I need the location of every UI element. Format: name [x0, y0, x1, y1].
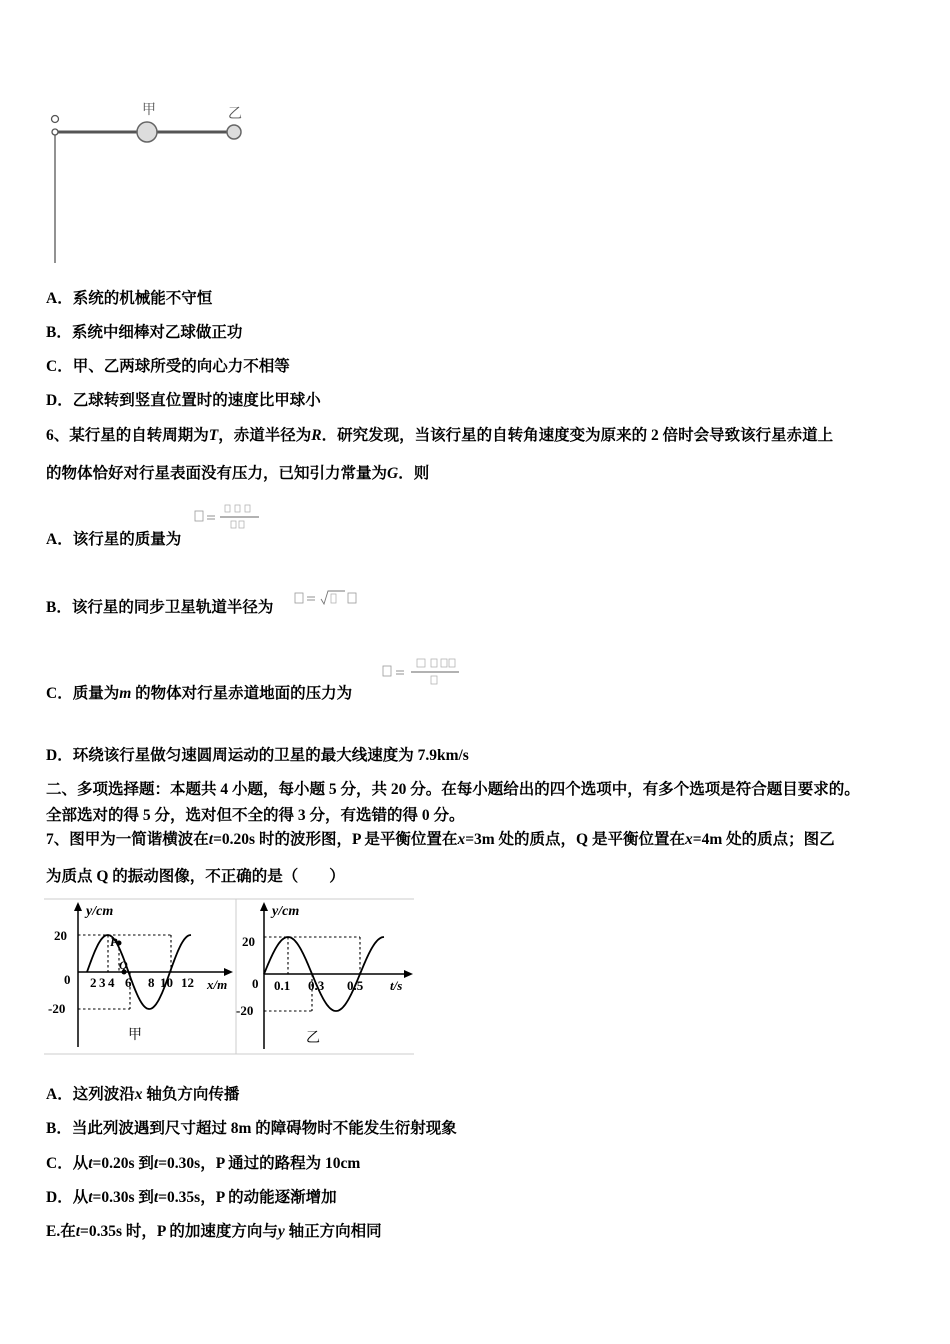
q7-stem-line2: 为质点 Q 的振动图像，不正确的是（ ）: [46, 868, 345, 885]
wave-tick: 6: [125, 975, 132, 990]
wave-y-pos: 20: [54, 928, 67, 943]
wave-tick: 3: [99, 975, 106, 990]
wave-y-label: y/cm: [86, 904, 114, 919]
q7-option-e: E.在t=0.35s 时，P 的加速度方向与y 轴正方向相同: [46, 1223, 382, 1240]
wave-y-neg: -20: [48, 1001, 66, 1016]
point-p-label: P: [110, 935, 118, 949]
q7-option-c: C．从t=0.20s 到t=0.30s，P 通过的路程为 10cm: [46, 1155, 361, 1172]
vib-tick: 0.3: [308, 978, 325, 993]
wave-tick: 10: [160, 975, 173, 990]
q6-stem-line1: 6、某行星的自转周期为T，赤道半径为R．研究发现，当该行星的自转角速度变为原来的 2 倍时会导致该行星赤道上: [46, 427, 834, 444]
vib-tick: 0.1: [274, 978, 291, 993]
vib-ticks: [274, 978, 364, 993]
wave-origin: 0: [64, 972, 71, 987]
point-q-label: Q: [119, 958, 128, 972]
wave-caption: 甲: [128, 1028, 142, 1043]
wave-x-label: x/m: [207, 977, 228, 992]
q6-option-d: D．环绕该行星做匀速圆周运动的卫星的最大线速度为 7.9km/s: [46, 747, 469, 764]
vib-caption: 乙: [306, 1031, 320, 1046]
q6-option-a: A．该行星的质量为: [46, 531, 182, 548]
formula-image-c: [381, 655, 463, 689]
wave-graph: [48, 902, 233, 1047]
wave-tick: 8: [148, 975, 155, 990]
q7-option-a: A．这列波沿x 轴负方向传播: [46, 1086, 240, 1103]
vib-y-pos: 20: [242, 934, 255, 949]
vib-y-neg: -20: [236, 1003, 254, 1018]
section2-heading-line1: 二、多项选择题：本题共 4 小题，每小题 5 分，共 20 分。在每小题给出的四个选项中，有多个选项是符合题目要求的。: [46, 781, 860, 798]
q5-option-b: B．系统中细棒对乙球做正功: [46, 324, 243, 341]
label-yi: 乙: [228, 107, 242, 122]
q7-option-b: B．当此列波遇到尺寸超过 8m 的障碍物时不能发生衍射现象: [46, 1120, 457, 1137]
rod-ball-figure: [40, 95, 260, 270]
vib-origin: 0: [252, 976, 259, 991]
pivot-joint: [52, 129, 58, 135]
ball-yi: [227, 125, 241, 139]
vib-tick: 0.5: [347, 978, 364, 993]
wave-figure: [44, 897, 416, 1057]
pivot-point: [52, 116, 59, 123]
ball-jia: [137, 122, 157, 142]
wave-tick: 12: [181, 975, 194, 990]
q6-stem-line2: 的物体恰好对行星表面没有压力，已知引力常量为G．则: [46, 465, 430, 482]
q7-stem-line1: 7、图甲为一简谐横波在t=0.20s 时的波形图，P 是平衡位置在x=3m 处的质点，Q 是平衡位置在x=4m 处的质点；图乙: [46, 831, 835, 848]
section2-heading-line2: 全部选对的得 5 分，选对但不全的得 3 分，有选错的得 0 分。: [46, 807, 465, 824]
wave-tick: 2: [90, 975, 97, 990]
vib-x-label: t/s: [390, 978, 403, 993]
q5-option-d: D．乙球转到竖直位置时的速度比甲球小: [46, 392, 321, 409]
wave-ticks: [90, 975, 194, 990]
vibration-graph: [236, 902, 413, 1049]
vib-y-label: y/cm: [272, 904, 300, 919]
q6-option-c: C．质量为m 的物体对行星赤道地面的压力为: [46, 685, 353, 702]
formula-image-a: [193, 500, 265, 534]
formula-image-b: [293, 588, 359, 610]
q5-option-a: A．系统的机械能不守恒: [46, 290, 213, 307]
label-jia: 甲: [142, 103, 156, 118]
q5-option-c: C．甲、乙两球所受的向心力不相等: [46, 358, 290, 375]
q6-option-b: B．该行星的同步卫星轨道半径为: [46, 599, 274, 616]
wave-tick: 4: [108, 975, 115, 990]
q7-option-d: D．从t=0.30s 到t=0.35s，P 的动能逐渐增加: [46, 1189, 337, 1206]
